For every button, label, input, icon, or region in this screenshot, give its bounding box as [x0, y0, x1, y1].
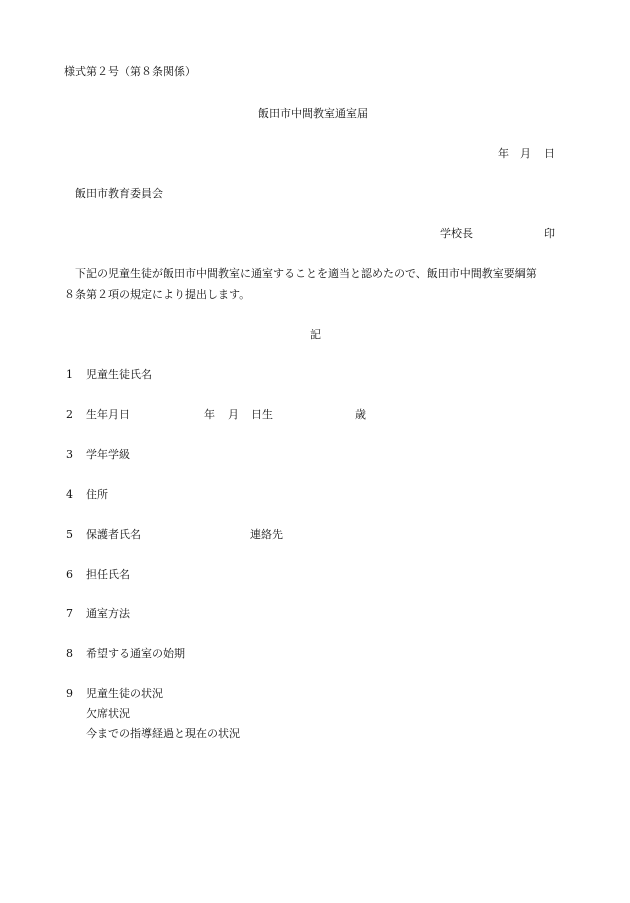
item-label: 保護者氏名 [86, 528, 141, 541]
seal-mark: 印 [544, 227, 555, 240]
item-number: 7 [66, 607, 73, 620]
ki-heading: 記 [310, 328, 321, 341]
item-number: 8 [66, 647, 73, 660]
item-number: 6 [66, 568, 73, 581]
item-label: 住所 [86, 488, 108, 501]
item-label: 児童生徒の状況 [86, 687, 163, 700]
item-label: 希望する通室の始期 [86, 647, 185, 660]
principal-label: 学校長 [440, 227, 473, 240]
item-number: 9 [66, 687, 73, 700]
sub-item-absence: 欠席状況 [86, 707, 130, 720]
item-number: 1 [66, 368, 73, 381]
item-label: 生年月日 [86, 408, 130, 421]
contact-label: 連絡先 [250, 528, 283, 541]
item-number: 5 [66, 528, 73, 541]
age-label: 歳 [355, 408, 366, 421]
item-number: 2 [66, 408, 73, 421]
document-title: 飯田市中間教室通室届 [258, 107, 368, 120]
item-number: 4 [66, 488, 73, 501]
birth-year: 年 [204, 408, 215, 421]
birth-month: 月 [228, 408, 239, 421]
item-number: 3 [66, 448, 73, 461]
date-year: 年 [498, 147, 509, 160]
body-line-1: 下記の児童生徒が飯田市中間教室に通室することを適当と認めたので、飯田市中間教室要綱第 [75, 267, 537, 280]
item-label: 通室方法 [86, 607, 130, 620]
item-label: 学年学級 [86, 448, 130, 461]
item-label: 担任氏名 [86, 568, 130, 581]
birth-day: 日生 [251, 408, 273, 421]
date-day: 日 [544, 147, 555, 160]
item-label: 児童生徒氏名 [86, 368, 152, 381]
form-label: 様式第２号（第８条関係） [64, 65, 196, 78]
date-month: 月 [520, 147, 531, 160]
sub-item-guidance: 今までの指導経過と現在の状況 [86, 727, 240, 740]
recipient: 飯田市教育委員会 [75, 187, 163, 200]
body-line-2: ８条第２項の規定により提出します。 [64, 288, 251, 301]
